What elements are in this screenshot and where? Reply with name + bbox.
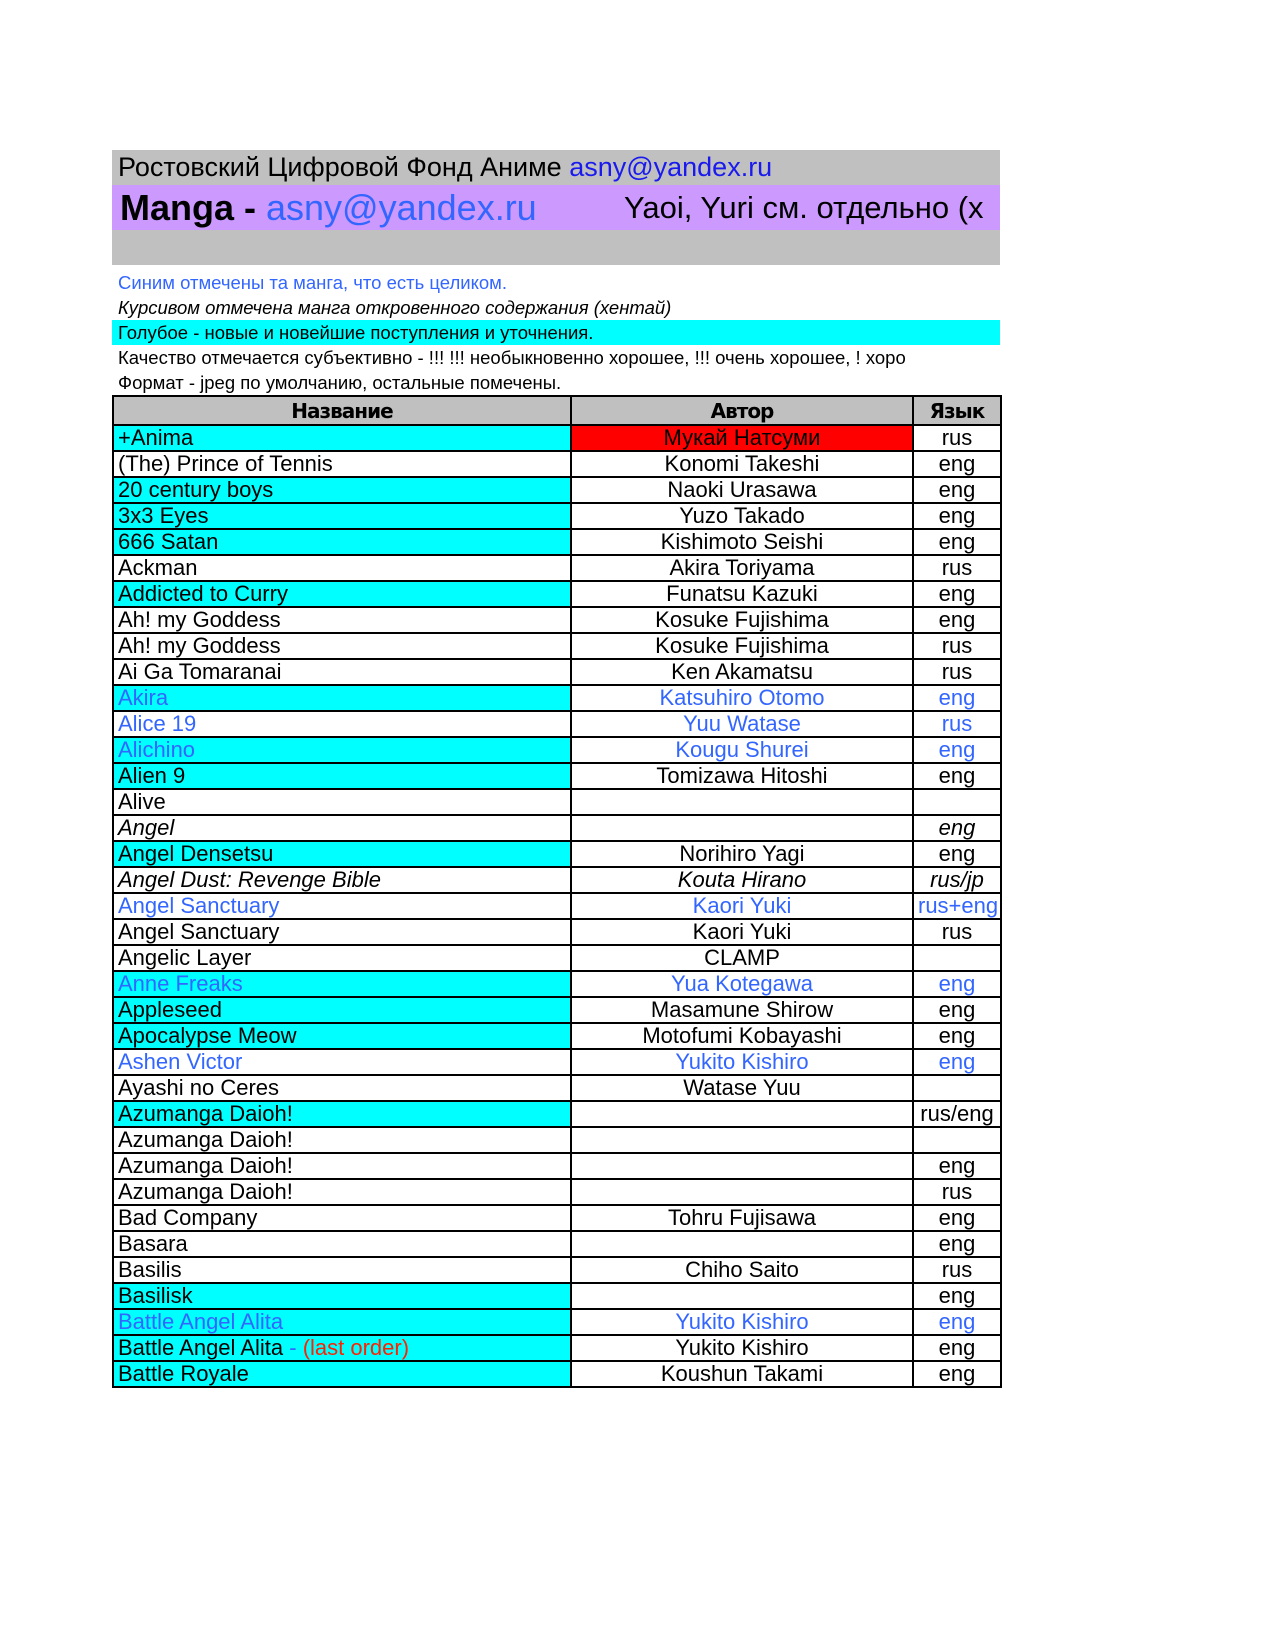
cell-title[interactable]: [113, 919, 571, 945]
cell-author[interactable]: [571, 1231, 913, 1257]
table-row: [113, 1205, 1001, 1231]
cell-lang[interactable]: eng: [913, 1283, 1001, 1309]
cell-lang[interactable]: eng: [913, 1153, 1001, 1179]
title-text: Appleseed: [118, 997, 222, 1022]
cell-author[interactable]: Funatsu Kazuki: [571, 581, 913, 607]
title-text: Angelic Layer: [118, 945, 252, 970]
cell-author[interactable]: Tomizawa Hitoshi: [571, 763, 913, 789]
note-italic-legend: Курсивом отмечена манга откровенного содержания (хентай): [118, 297, 672, 318]
cell-author[interactable]: [571, 1179, 913, 1205]
table-row: [113, 971, 1001, 997]
cell-lang[interactable]: eng: [913, 1361, 1001, 1387]
title-suffix-red: (last order): [302, 1335, 410, 1360]
cell-lang[interactable]: [913, 1075, 1001, 1101]
column-header-lang: Язык: [913, 396, 1001, 425]
note-cyan-text: Голубое - новые и новейшие поступления и уточнения.: [118, 322, 594, 343]
cell-title[interactable]: [113, 1231, 571, 1257]
cell-lang[interactable]: eng: [913, 971, 1001, 997]
cell-author[interactable]: Kaori Yuki: [571, 919, 913, 945]
table-row: [113, 1309, 1001, 1335]
table-row: [113, 867, 1001, 893]
cell-title[interactable]: [113, 685, 571, 711]
cell-lang[interactable]: eng: [913, 1023, 1001, 1049]
cell-title[interactable]: [113, 477, 571, 503]
cell-lang[interactable]: eng: [913, 1231, 1001, 1257]
note-cyan-legend: [112, 320, 1000, 345]
cell-lang[interactable]: rus+eng: [913, 893, 1001, 919]
cell-title[interactable]: [113, 1257, 571, 1283]
spreadsheet-page: [112, 150, 1000, 1386]
cell-title[interactable]: [113, 1179, 571, 1205]
title-text: 666 Satan: [118, 529, 219, 554]
title-text: Azumanga Daioh!: [118, 1179, 293, 1204]
cell-title[interactable]: [113, 893, 571, 919]
cell-lang[interactable]: eng: [913, 1049, 1001, 1075]
cell-title[interactable]: [113, 1309, 571, 1335]
cell-lang[interactable]: rus: [913, 555, 1001, 581]
cell-lang[interactable]: eng: [913, 477, 1001, 503]
table-row: [113, 1361, 1001, 1387]
cell-lang[interactable]: eng: [913, 581, 1001, 607]
title-text: Ah! my Goddess: [118, 607, 281, 632]
cell-lang[interactable]: [913, 1127, 1001, 1153]
cell-lang[interactable]: rus: [913, 1179, 1001, 1205]
title-text: 3x3 Eyes: [118, 503, 209, 528]
cell-lang[interactable]: [913, 945, 1001, 971]
cell-title[interactable]: [113, 971, 571, 997]
note-quality: Качество отмечается субъективно - !!! !!! необыкновенно хорошее, !!! очень хорошее, ! хоро: [118, 347, 906, 368]
table-row: [113, 581, 1001, 607]
cell-author[interactable]: Yukito Kishiro: [571, 1049, 913, 1075]
title-text: Anne Freaks: [118, 971, 243, 996]
title-text: Ackman: [118, 555, 198, 580]
cell-author[interactable]: [571, 1153, 913, 1179]
cell-author[interactable]: CLAMP: [571, 945, 913, 971]
table-row: [113, 425, 1001, 451]
table-body: [113, 425, 1001, 1387]
cell-author[interactable]: Kishimoto Seishi: [571, 529, 913, 555]
title-text: Angel: [118, 815, 175, 840]
table-row: [113, 893, 1001, 919]
cell-lang[interactable]: rus: [913, 919, 1001, 945]
cell-author[interactable]: Kaori Yuki: [571, 893, 913, 919]
table-row: [113, 737, 1001, 763]
title-text: Azumanga Daioh!: [118, 1153, 293, 1178]
cell-lang[interactable]: rus/eng: [913, 1101, 1001, 1127]
cell-author[interactable]: Ken Akamatsu: [571, 659, 913, 685]
table-row: [113, 1231, 1001, 1257]
cell-title[interactable]: [113, 763, 571, 789]
cell-title[interactable]: [113, 581, 571, 607]
cell-author[interactable]: Kosuke Fujishima: [571, 633, 913, 659]
cell-title[interactable]: [113, 529, 571, 555]
title-text: Addicted to Curry: [118, 581, 288, 606]
title-text: Ashen Victor: [118, 1049, 243, 1074]
yaoi-note: Yaoi, Yuri см. отдельно (х: [624, 190, 984, 225]
table-row: [113, 1101, 1001, 1127]
table-row: [113, 919, 1001, 945]
cell-lang[interactable]: eng: [913, 607, 1001, 633]
column-header-author: Автор: [571, 396, 913, 425]
title-text: Alichino: [118, 737, 196, 762]
cell-lang[interactable]: rus: [913, 711, 1001, 737]
cell-author[interactable]: Masamune Shirow: [571, 997, 913, 1023]
table-row: [113, 1283, 1001, 1309]
grey-spacer-row: [112, 230, 1000, 265]
cell-lang[interactable]: eng: [913, 997, 1001, 1023]
table-row: [113, 815, 1001, 841]
cell-title[interactable]: [113, 997, 571, 1023]
cell-author[interactable]: [571, 789, 913, 815]
cell-author[interactable]: Watase Yuu: [571, 1075, 913, 1101]
table-row: [113, 1153, 1001, 1179]
table-row: [113, 477, 1001, 503]
cell-lang[interactable]: rus: [913, 633, 1001, 659]
cell-lang[interactable]: eng: [913, 451, 1001, 477]
table-row: [113, 1257, 1001, 1283]
title-text: Battle Angel Alita: [118, 1335, 284, 1360]
title-text: Basilis: [118, 1257, 182, 1282]
title-text: Akira: [118, 685, 169, 710]
cell-title[interactable]: [113, 789, 571, 815]
cell-lang[interactable]: rus/jp: [913, 867, 1001, 893]
table-row: [113, 711, 1001, 737]
cell-title[interactable]: [113, 1283, 571, 1309]
cell-title[interactable]: [113, 503, 571, 529]
cell-title[interactable]: [113, 1205, 571, 1231]
manga-email[interactable]: asny@yandex.ru: [266, 187, 537, 228]
table-row: [113, 1179, 1001, 1205]
cell-lang[interactable]: rus: [913, 425, 1001, 451]
cell-author[interactable]: [571, 1127, 913, 1153]
table-row: [113, 1127, 1001, 1153]
cell-title[interactable]: [113, 425, 571, 451]
cell-title[interactable]: [113, 841, 571, 867]
manga-table: [112, 395, 1002, 1388]
cell-title[interactable]: [113, 711, 571, 737]
title-text: Ayashi no Ceres: [118, 1075, 280, 1100]
cell-lang[interactable]: [913, 789, 1001, 815]
title-text: Basilisk: [118, 1283, 193, 1308]
title-text: Bad Company: [118, 1205, 258, 1230]
cell-title[interactable]: [113, 1127, 571, 1153]
title-suffix-dash: -: [283, 1335, 303, 1360]
cell-title[interactable]: [113, 945, 571, 971]
table-row: [113, 451, 1001, 477]
note-blue-legend: Синим отмечены та манга, что есть целиком.: [118, 272, 508, 293]
cell-title[interactable]: [113, 555, 571, 581]
cell-title[interactable]: [113, 1023, 571, 1049]
table-row: [113, 607, 1001, 633]
cell-lang[interactable]: eng: [913, 763, 1001, 789]
cell-author[interactable]: Kougu Shurei: [571, 737, 913, 763]
cell-lang[interactable]: eng: [913, 685, 1001, 711]
cell-author[interactable]: Мукай Натсуми: [571, 425, 913, 451]
cell-title[interactable]: [113, 737, 571, 763]
table-row: [113, 997, 1001, 1023]
table-row: [113, 503, 1001, 529]
cell-lang[interactable]: eng: [913, 1309, 1001, 1335]
title-text: Angel Dust: Revenge Bible: [118, 867, 381, 892]
table-header-row: [113, 396, 1001, 425]
cell-author[interactable]: Akira Toriyama: [571, 555, 913, 581]
cell-title[interactable]: [113, 1049, 571, 1075]
title-text: Angel Sanctuary: [118, 893, 280, 918]
cell-author[interactable]: Katsuhiro Otomo: [571, 685, 913, 711]
cell-lang[interactable]: eng: [913, 1205, 1001, 1231]
cell-title[interactable]: [113, 867, 571, 893]
cell-title[interactable]: [113, 451, 571, 477]
cell-author[interactable]: Konomi Takeshi: [571, 451, 913, 477]
cell-author[interactable]: Yukito Kishiro: [571, 1309, 913, 1335]
cell-title[interactable]: [113, 1335, 571, 1361]
cell-author[interactable]: Tohru Fujisawa: [571, 1205, 913, 1231]
cell-lang[interactable]: eng: [913, 503, 1001, 529]
title-text: Ai Ga Tomaranai: [118, 659, 282, 684]
cell-author[interactable]: Kouta Hirano: [571, 867, 913, 893]
cell-author[interactable]: Koushun Takami: [571, 1361, 913, 1387]
table-row: [113, 1023, 1001, 1049]
cell-title[interactable]: [113, 1101, 571, 1127]
column-header-title: Название: [113, 396, 571, 425]
manga-header-row: [112, 185, 1000, 230]
org-name: Ростовский Цифровой Фонд Аниме: [118, 152, 562, 182]
cell-lang[interactable]: eng: [913, 529, 1001, 555]
table-row: [113, 945, 1001, 971]
title-text: Azumanga Daioh!: [118, 1127, 293, 1152]
table-row: [113, 763, 1001, 789]
title-text: +Anima: [118, 425, 194, 450]
table-row: [113, 1075, 1001, 1101]
table-row: [113, 555, 1001, 581]
cell-lang[interactable]: eng: [913, 841, 1001, 867]
cell-author[interactable]: Yuzo Takado: [571, 503, 913, 529]
note-format: Формат - jpeg по умолчанию, остальные помечены.: [118, 372, 562, 393]
cell-title[interactable]: [113, 633, 571, 659]
title-text: Angel Densetsu: [118, 841, 274, 866]
cell-title[interactable]: [113, 1153, 571, 1179]
cell-author[interactable]: [571, 1283, 913, 1309]
cell-lang[interactable]: eng: [913, 815, 1001, 841]
cell-author[interactable]: Yua Kotegawa: [571, 971, 913, 997]
cell-title[interactable]: [113, 1075, 571, 1101]
manga-label: Manga -: [120, 187, 267, 228]
cell-author[interactable]: [571, 1101, 913, 1127]
cell-title[interactable]: [113, 1361, 571, 1387]
table-row: [113, 529, 1001, 555]
cell-author[interactable]: Motofumi Kobayashi: [571, 1023, 913, 1049]
cell-author[interactable]: Naoki Urasawa: [571, 477, 913, 503]
cell-author[interactable]: Chiho Saito: [571, 1257, 913, 1283]
title-text: Ah! my Goddess: [118, 633, 281, 658]
title-text: Alien 9: [118, 763, 186, 788]
table-row: [113, 633, 1001, 659]
table-row: [113, 685, 1001, 711]
table-row: [113, 1049, 1001, 1075]
org-email[interactable]: asny@yandex.ru: [569, 152, 773, 182]
cell-author[interactable]: Yukito Kishiro: [571, 1335, 913, 1361]
title-text: 20 century boys: [118, 477, 274, 502]
cell-author[interactable]: Kosuke Fujishima: [571, 607, 913, 633]
cell-lang[interactable]: eng: [913, 737, 1001, 763]
table-row: [113, 841, 1001, 867]
cell-title[interactable]: [113, 659, 571, 685]
table-row: [113, 659, 1001, 685]
title-text: (The) Prince of Tennis: [118, 451, 333, 476]
title-text: Angel Sanctuary: [118, 919, 280, 944]
cell-author[interactable]: [571, 815, 913, 841]
cell-author[interactable]: Yuu Watase: [571, 711, 913, 737]
cell-lang[interactable]: eng: [913, 1335, 1001, 1361]
title-text: Alice 19: [118, 711, 197, 736]
cell-lang[interactable]: rus: [913, 659, 1001, 685]
title-text: Basara: [118, 1231, 188, 1256]
title-text: Battle Angel Alita: [118, 1309, 284, 1334]
title-text: Alive: [118, 789, 166, 814]
table-row: [113, 789, 1001, 815]
org-title-row: [112, 150, 1000, 185]
title-text: Battle Royale: [118, 1361, 249, 1386]
cell-author[interactable]: Norihiro Yagi: [571, 841, 913, 867]
cell-title[interactable]: [113, 607, 571, 633]
cell-title[interactable]: [113, 815, 571, 841]
title-text: Azumanga Daioh!: [118, 1101, 293, 1126]
title-text: Apocalypse Meow: [118, 1023, 297, 1048]
table-row: [113, 1335, 1001, 1361]
cell-lang[interactable]: rus: [913, 1257, 1001, 1283]
